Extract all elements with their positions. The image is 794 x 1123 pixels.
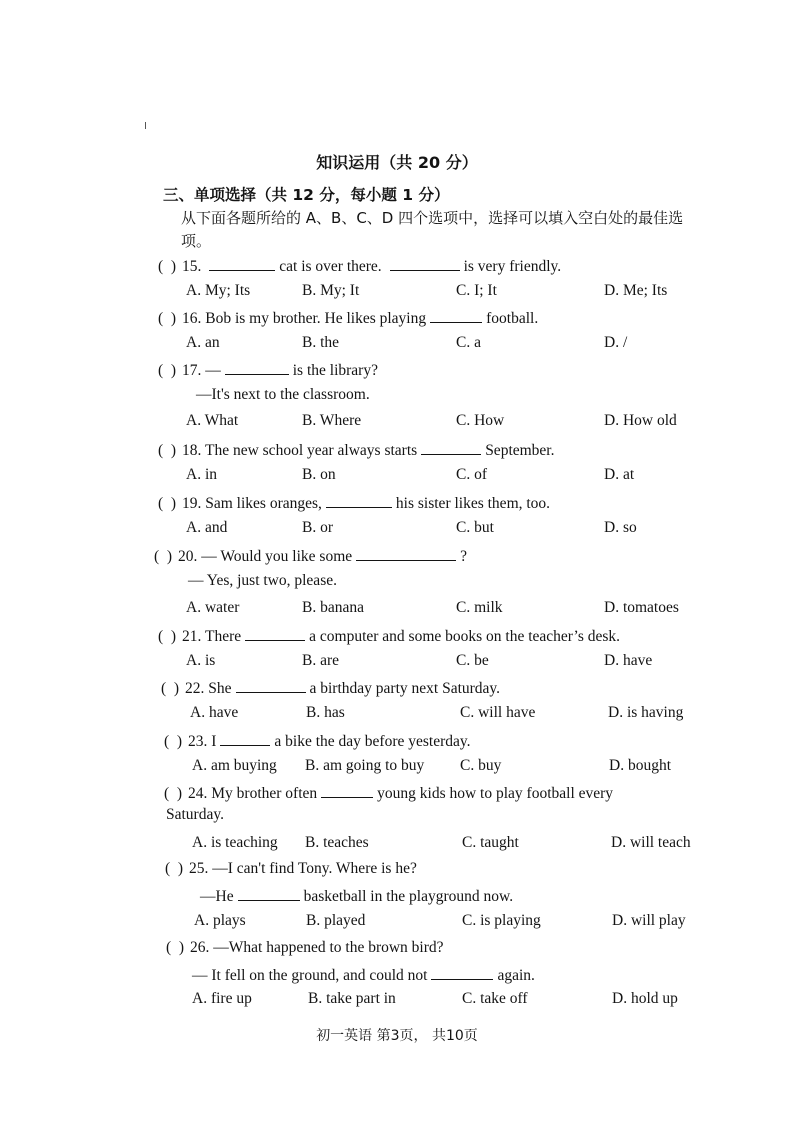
option-d: D. How old (604, 412, 677, 429)
option-d: D. so (604, 519, 637, 536)
option-d: D. will teach (611, 834, 691, 851)
options-17 (0, 412, 794, 436)
option-c: C. a (456, 334, 481, 351)
answer-blank[interactable] (238, 886, 300, 901)
option-c: C. I; It (456, 282, 497, 299)
option-b: B. take part in (308, 990, 396, 1007)
option-b: B. the (302, 334, 340, 351)
reply-26: — It fell on the ground, and could not again. (192, 967, 535, 984)
option-d: D. Me; Its (604, 282, 668, 299)
question-15: ( ) 15. cat is over there. is very friendly. (158, 258, 562, 275)
options-24 (0, 834, 794, 858)
question-21: ( ) 21. There a computer and some books on the teacher’s desk. (158, 628, 621, 645)
option-b: B. or (302, 519, 333, 536)
answer-blank[interactable] (430, 308, 482, 323)
answer-blank[interactable] (431, 965, 493, 980)
option-a: A. an (186, 334, 220, 351)
option-b: B. banana (302, 599, 364, 616)
reply-20: — Yes, just two, please. (188, 572, 337, 589)
option-b: B. teaches (305, 834, 369, 851)
answer-blank[interactable] (209, 256, 275, 271)
option-d: D. / (604, 334, 628, 351)
option-a: A. have (190, 704, 239, 721)
option-c: C. take off (462, 990, 528, 1007)
options-22 (0, 704, 794, 728)
option-b: B. on (302, 466, 336, 483)
option-d: D. have (604, 652, 653, 669)
option-c: C. How (456, 412, 505, 429)
option-a: A. What (186, 412, 239, 429)
option-a: A. plays (194, 912, 246, 929)
option-a: A. fire up (192, 990, 252, 1007)
option-c: C. of (456, 466, 487, 483)
options-21 (0, 652, 794, 676)
question-23: ( ) 23. I a bike the day before yesterday. (164, 733, 471, 750)
answer-blank[interactable] (245, 626, 305, 641)
page-footer: 初一英语 第3页， 共10页 (316, 1028, 478, 1044)
option-d: D. at (604, 466, 635, 483)
options-23 (0, 757, 794, 781)
option-a: A. is teaching (192, 834, 278, 851)
option-b: B. played (306, 912, 366, 929)
option-a: A. am buying (192, 757, 277, 774)
question-18: ( ) 18. The new school year always starts September. (158, 442, 555, 459)
option-a: A. My; Its (186, 282, 251, 299)
option-c: C. taught (462, 834, 519, 851)
answer-blank[interactable] (326, 493, 392, 508)
page-title: 知识运用（共 20 分） (316, 153, 478, 172)
question-22: ( ) 22. She a birthday party next Saturday. (161, 680, 501, 697)
answer-blank[interactable] (356, 546, 456, 561)
option-a: A. water (186, 599, 240, 616)
option-d: D. tomatoes (604, 599, 679, 616)
option-c: C. buy (460, 757, 502, 774)
option-c: C. is playing (462, 912, 541, 929)
answer-blank[interactable] (390, 256, 460, 271)
options-18 (0, 466, 794, 490)
option-b: B. are (302, 652, 340, 669)
question-20: ( ) 20. — Would you like some ? (154, 548, 468, 565)
options-15 (0, 282, 794, 306)
option-c: C. will have (460, 704, 536, 721)
option-b: B. am going to buy (305, 757, 425, 774)
options-20 (0, 599, 794, 623)
option-c: C. be (456, 652, 489, 669)
option-d: D. hold up (612, 990, 678, 1007)
question-17: ( ) 17. — is the library? (158, 362, 378, 379)
question-25: ( ) 25. —I can't find Tony. Where is he? (165, 860, 417, 877)
question-26: ( ) 26. —What happened to the brown bird? (166, 939, 444, 956)
continuation-24: Saturday. (166, 806, 224, 823)
option-b: B. Where (302, 412, 362, 429)
answer-blank[interactable] (225, 360, 289, 375)
answer-blank[interactable] (220, 731, 270, 746)
options-26 (0, 990, 794, 1014)
option-d: D. will play (612, 912, 686, 929)
reply-25: —He basketball in the playground now. (200, 888, 514, 905)
options-16 (0, 334, 794, 358)
option-d: D. bought (609, 757, 671, 774)
question-24: ( ) 24. My brother often young kids how to play football every (164, 785, 614, 802)
option-c: C. milk (456, 599, 503, 616)
section-instruction: 从下面各题所给的 A、B、C、D 四个选项中，选择可以填入空白处的最佳选项。 (181, 209, 684, 250)
options-19 (0, 519, 794, 543)
answer-blank[interactable] (321, 783, 373, 798)
option-b: B. My; It (302, 282, 360, 299)
scan-mark (145, 122, 146, 129)
option-d: D. is having (608, 704, 684, 721)
option-c: C. but (456, 519, 494, 536)
question-16: ( ) 16. Bob is my brother. He likes playing football. (158, 310, 539, 327)
answer-blank[interactable] (421, 440, 481, 455)
section-heading: 三、单项选择（共 12 分，每小题 1 分） (163, 186, 450, 204)
option-a: A. and (186, 519, 228, 536)
options-25 (0, 912, 794, 936)
option-a: A. is (186, 652, 216, 669)
question-19: ( ) 19. Sam likes oranges, his sister likes them, too. (158, 495, 551, 512)
answer-blank[interactable] (236, 678, 306, 693)
option-b: B. has (306, 704, 345, 721)
reply-17: —It's next to the classroom. (196, 386, 370, 403)
option-a: A. in (186, 466, 217, 483)
